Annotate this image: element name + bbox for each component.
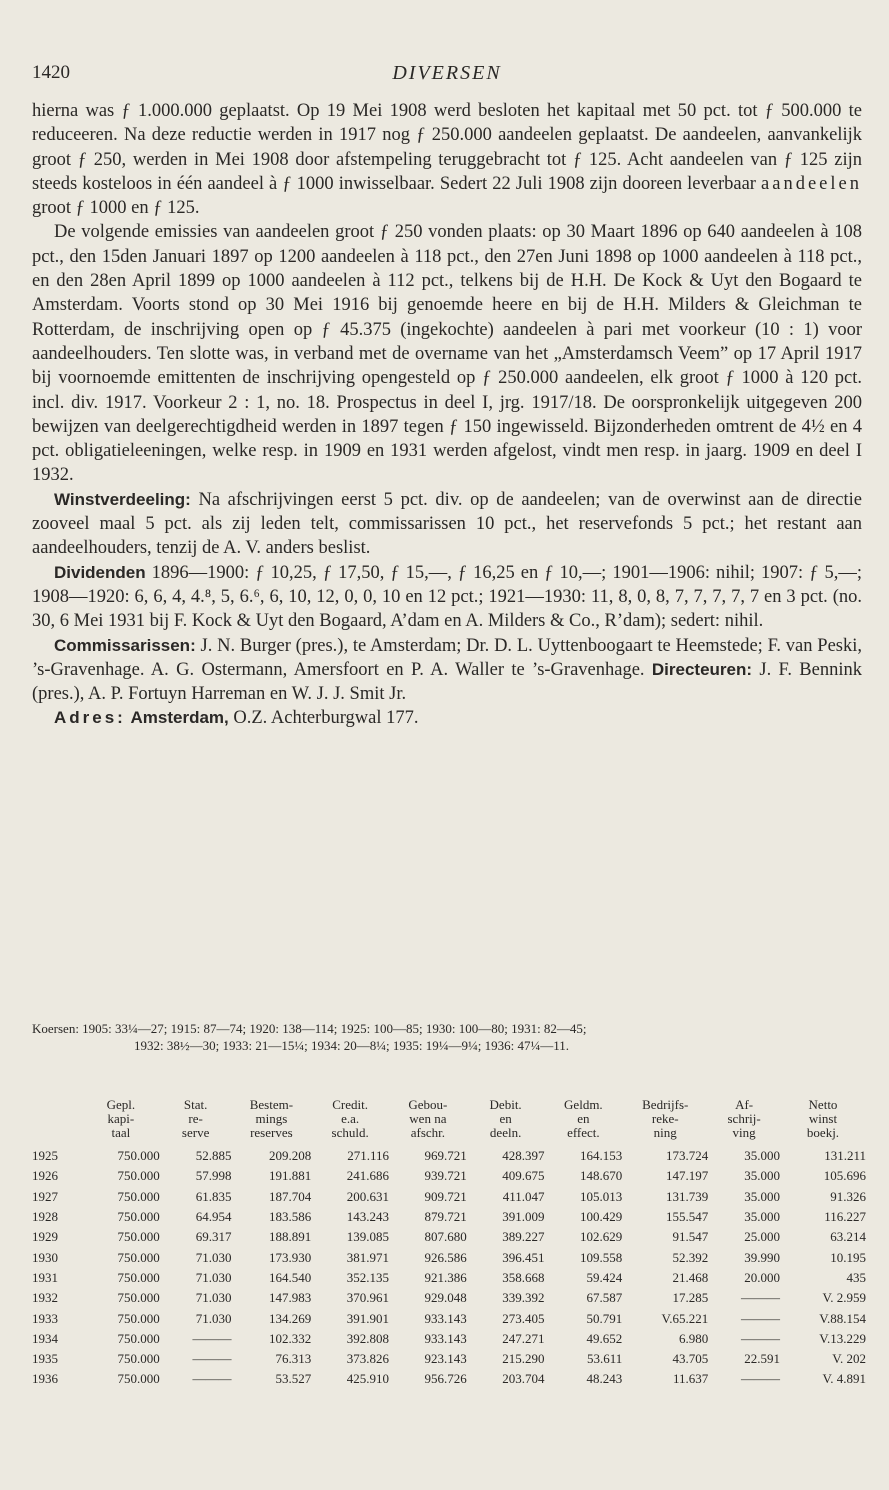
table-cell: 183.586 <box>269 1209 312 1225</box>
table-cell: 392.808 <box>346 1330 389 1346</box>
table-cell: 241.686 <box>346 1168 389 1184</box>
bold-label: Winstverdeeling: <box>54 489 191 509</box>
year-cell: 1926 <box>32 1168 58 1184</box>
table-cell: V. 202 <box>832 1351 866 1367</box>
table-cell: 131.211 <box>824 1148 866 1164</box>
table-cell: 71.030 <box>195 1269 232 1285</box>
table-cell: 409.675 <box>502 1168 545 1184</box>
table-cell: 143.243 <box>346 1209 389 1225</box>
table-cell: 35.000 <box>744 1148 780 1164</box>
table-cell: 102.629 <box>580 1229 623 1245</box>
table-cell: 69.317 <box>195 1229 232 1245</box>
table-cell: 35.000 <box>744 1209 780 1225</box>
table-cell: 923.143 <box>424 1351 467 1367</box>
bold-label: Directeuren: <box>651 659 753 679</box>
column-header: Bestem- mings reserves <box>249 1097 294 1140</box>
table-cell: 63.214 <box>830 1229 866 1245</box>
table-cell: 52.885 <box>195 1148 232 1164</box>
table-cell: 750.000 <box>117 1330 160 1346</box>
table-cell: 273.405 <box>502 1310 545 1326</box>
bold-label: Amsterdam, <box>130 708 229 728</box>
table-cell: 17.285 <box>672 1290 709 1306</box>
table-cell: 750.000 <box>117 1269 160 1285</box>
running-head: DIVERSEN <box>392 62 502 84</box>
column-header: Geldm. en effect. <box>564 1097 603 1140</box>
table-cell: 35.000 <box>744 1168 780 1184</box>
table-cell: 105.696 <box>823 1168 866 1184</box>
year-cell: 1933 <box>32 1310 58 1326</box>
table-row <box>32 1146 866 1166</box>
table-cell: V. 2.959 <box>822 1290 866 1306</box>
table-cell: 188.891 <box>269 1229 312 1245</box>
table-row <box>32 1187 866 1207</box>
table-cell: ——— <box>192 1330 232 1346</box>
table-cell: 53.611 <box>586 1351 623 1367</box>
paragraph <box>32 488 862 561</box>
table-cell: 147.983 <box>269 1290 312 1306</box>
table-cell: 750.000 <box>117 1229 160 1245</box>
table-cell: 750.000 <box>117 1148 160 1164</box>
table-cell: ——— <box>192 1371 232 1387</box>
table-cell: 20.000 <box>744 1269 780 1285</box>
table-cell: 807.680 <box>424 1229 467 1245</box>
table-header-row <box>32 1098 866 1146</box>
paragraph <box>32 634 862 707</box>
text-run: De volgende emissies van aandeelen groot ƒ 250 vonden plaats: op 30 Maart 1896 op 640 aandeelen à 108 pct., den 15den Januari 1897 op 1200 aandeelen à 118 pct., den 27en Juni 1898 op 1000 aandeelen à 118 pct., en den 28en April 1899 op 1000 aandeelen à 112 pct., telkens bij de H.H. De Kock & Uyt den Bogaard te Amsterdam. Voorts stond op 30 Mei 1916 bij genoemde heere en bij de H.H. Milders & Gleichman te Rotterdam, de inschrijving open op ƒ 45.375 (ingekochte) aandeelen à pari met voorkeur (10 : 1) voor aandeelhouders. Ten slotte was, in verband met de overname van het „Amsterdamsch Veem” op 17 April 1917 bij voornoemde emittenten de inschrijving opengesteld op ƒ 250.000 aandeelen, elk groot ƒ 1000 à 120 pct. incl. div. 1917. Voorkeur 2 : 1, no. 18. Prospectus in deel I, jrg. 1917/18. De oorspronkelijk uitgegeven 200 bewijzen van deelgerechtigdheid werden in 1897 tegen ƒ 150 ingewisseld. Bijzonderheden omtrent de 4½ en 4 pct. obligatieleeningen, welke resp. in 1909 en 1931 werden afgelost, vindt men resp. in jaarg. 1909 en deel I 1932. <box>32 222 862 486</box>
paragraph <box>32 99 862 220</box>
year-cell: 1935 <box>32 1351 58 1367</box>
bold-label: Commissarissen: <box>54 635 196 655</box>
table-cell: 61.835 <box>195 1188 232 1204</box>
paragraph <box>32 220 862 487</box>
table-cell: 64.954 <box>195 1209 232 1225</box>
table-cell: 49.652 <box>586 1330 623 1346</box>
year-cell: 1929 <box>32 1229 58 1245</box>
column-header: Netto winst boekj. <box>806 1097 840 1140</box>
table-cell: 67.587 <box>586 1290 623 1306</box>
column-header: Gebou- wen na afschr. <box>408 1097 448 1140</box>
table-cell: 76.313 <box>275 1351 312 1367</box>
table-cell: 147.197 <box>665 1168 709 1184</box>
financial-table <box>32 1098 866 1390</box>
koersen-line: Koersen: 1905: 33¼—27; 1915: 87—74; 1920: 138—114; 1925: 100—85; 1930: 100—80; 1931: 82—45; <box>32 1021 587 1036</box>
year-cell: 1932 <box>32 1290 58 1306</box>
table-cell: 52.392 <box>672 1249 709 1265</box>
table-row <box>32 1268 866 1288</box>
table-cell: 370.961 <box>346 1290 389 1306</box>
table-cell: 187.704 <box>269 1188 312 1204</box>
table-cell: 750.000 <box>117 1290 160 1306</box>
table-row <box>32 1288 866 1308</box>
paragraph <box>32 561 862 634</box>
table-cell: 6.980 <box>678 1330 709 1346</box>
table-cell: ——— <box>740 1290 780 1306</box>
table-cell: 933.143 <box>424 1330 467 1346</box>
table-cell: 203.704 <box>502 1371 545 1387</box>
page-number: 1420 <box>32 62 70 83</box>
table-cell: 926.586 <box>424 1249 467 1265</box>
table-cell: 933.143 <box>424 1310 467 1326</box>
table-cell: 139.085 <box>346 1229 389 1245</box>
table-cell: 909.721 <box>424 1188 467 1204</box>
table-cell: 929.048 <box>424 1290 467 1306</box>
table-cell: 215.290 <box>502 1351 545 1367</box>
table-cell: 109.558 <box>580 1249 623 1265</box>
text-run: 1896—1900: ƒ 10,25, ƒ 17,50, ƒ 15,—, ƒ 16,25 en ƒ 10,—; 1901—1906: nihil; 1907: ƒ 5,—; 1908—1920: 6, 6, 4, 4.⁸, 5, 6.⁶, 6, 10, 12, 0, 0, 10 en 12 pct.; 1921—1930: 11, 8, 0, 8, 7, 7, 7, 7, 7 en 3 pct. (no. 30, 6 Mei 1931 bij F. Kock & Uyt den Bogaard, A’dam en A. Milders & Co., R’dam); sedert: nihil. <box>32 562 862 632</box>
table-cell: 22.591 <box>744 1351 780 1367</box>
table-row <box>32 1207 866 1227</box>
table-cell: 271.116 <box>347 1148 389 1164</box>
column-header <box>32 1098 82 1146</box>
table-cell: 39.990 <box>744 1249 780 1265</box>
table-cell: 956.726 <box>424 1371 467 1387</box>
year-cell: 1936 <box>32 1371 58 1387</box>
bold-label: Adres: <box>54 708 126 728</box>
table-row <box>32 1227 866 1247</box>
text-run: O.Z. Achterburgwal 177. <box>228 708 419 729</box>
table-cell: ——— <box>192 1351 232 1367</box>
paragraph <box>32 706 862 730</box>
year-cell: 1934 <box>32 1330 58 1346</box>
table-cell: 11.637 <box>672 1371 709 1387</box>
table-cell: 750.000 <box>117 1371 160 1387</box>
table-cell: 59.424 <box>586 1269 623 1285</box>
column-header: Bedrijfs- reke- ning <box>642 1097 689 1140</box>
year-cell: 1927 <box>32 1188 58 1204</box>
table-cell: 105.013 <box>580 1188 623 1204</box>
table-row <box>32 1247 866 1267</box>
table-cell: 750.000 <box>117 1351 160 1367</box>
koersen-block <box>32 1020 862 1054</box>
body-text <box>32 99 862 731</box>
table-cell: V.13.229 <box>819 1330 866 1346</box>
page-header <box>32 62 862 88</box>
table-cell: 396.451 <box>502 1249 545 1265</box>
table-cell: 25.000 <box>744 1229 780 1245</box>
table-cell: 50.791 <box>586 1310 623 1326</box>
text-run: J. N. Burger (pres.), te Amsterdam; Dr. D. L. Uyttenboogaart te Heemstede; F. van Peski, ’s-Gravenhage. A. G. Ostermann, Amersfoort en P. A. Waller te ’s-Gravenhage. <box>32 635 862 680</box>
text-run: groot ƒ 1000 en ƒ 125. <box>32 198 200 219</box>
table-cell: ——— <box>740 1310 780 1326</box>
table-row <box>32 1166 866 1186</box>
table-row <box>32 1369 866 1389</box>
text-run: hierna was ƒ 1.000.000 geplaatst. Op 19 Mei 1908 werd besloten het kapitaal met 50 pct. tot ƒ 500.000 te reduceeren. Na deze reductie werden in 1917 nog ƒ 250.000 aandeelen geplaatst. De aandeelen, aanvankelijk groot ƒ 250, werden in Mei 1908 door afstempeling teruggebracht tot ƒ 125. Acht aandeelen van ƒ 125 zijn steeds kosteloos in één aandeel à ƒ 1000 inwisselbaar. Sedert 22 Juli 1908 zijn dooreen leverbaar <box>32 101 862 194</box>
table-cell: 10.195 <box>830 1249 866 1265</box>
column-header: Af- schrij- ving <box>727 1097 761 1140</box>
table-cell: 339.392 <box>502 1290 545 1306</box>
table-body <box>32 1146 866 1390</box>
text-run: J. F. Bennink (pres.), A. P. Fortuyn Harreman en W. J. J. Smit Jr. <box>32 659 862 705</box>
table-cell: 389.227 <box>502 1229 545 1245</box>
column-header: Gepl. kapi- taal <box>106 1097 136 1140</box>
table-cell: 352.135 <box>346 1269 389 1285</box>
table-cell: 750.000 <box>117 1188 160 1204</box>
table-cell: ——— <box>740 1371 780 1387</box>
table-cell: 373.826 <box>346 1351 389 1367</box>
table-cell: 102.332 <box>269 1330 312 1346</box>
table-cell: 879.721 <box>424 1209 467 1225</box>
table-cell: 358.668 <box>502 1269 545 1285</box>
table-row <box>32 1329 866 1349</box>
table-cell: 71.030 <box>195 1249 232 1265</box>
bold-label: Dividenden <box>54 562 146 582</box>
table-cell: V.65.221 <box>661 1310 709 1326</box>
column-header: Debit. en deeln. <box>489 1097 522 1140</box>
table-cell: 173.724 <box>665 1148 709 1164</box>
koersen-line: 1932: 38½—30; 1933: 21—15¼; 1934: 20—8¼; 1935: 19¼—9¼; 1936: 47¼—11. <box>134 1038 570 1053</box>
table-cell: 116.227 <box>824 1209 866 1225</box>
table-cell: 921.386 <box>424 1269 467 1285</box>
table-cell: 148.670 <box>580 1168 623 1184</box>
table-cell: 71.030 <box>195 1290 232 1306</box>
year-cell: 1931 <box>32 1269 58 1285</box>
table-cell: 191.881 <box>269 1168 312 1184</box>
table-cell: ——— <box>740 1330 780 1346</box>
table-cell: V. 4.891 <box>822 1371 866 1387</box>
table-cell: 391.009 <box>502 1209 545 1225</box>
table-cell: 43.705 <box>672 1351 709 1367</box>
table-cell: 71.030 <box>195 1310 232 1326</box>
table-cell: 164.153 <box>580 1148 623 1164</box>
column-header: Credit. e.a. schuld. <box>331 1097 369 1140</box>
table-cell: 173.930 <box>269 1249 312 1265</box>
table-cell: V.88.154 <box>819 1310 866 1326</box>
year-cell: 1930 <box>32 1249 58 1265</box>
table-cell: 428.397 <box>502 1148 545 1164</box>
column-header: Stat. re- serve <box>181 1097 210 1140</box>
table-cell: 91.326 <box>830 1188 866 1204</box>
table-cell: 969.721 <box>424 1148 467 1164</box>
table-cell: 411.047 <box>502 1188 545 1204</box>
table-cell: 57.998 <box>195 1168 232 1184</box>
table-cell: 53.527 <box>275 1371 312 1387</box>
table-cell: 131.739 <box>665 1188 709 1204</box>
table-cell: 21.468 <box>672 1269 709 1285</box>
table-cell: 155.547 <box>665 1209 709 1225</box>
table-cell: 91.547 <box>672 1229 709 1245</box>
table-cell: 939.721 <box>424 1168 467 1184</box>
table-cell: 425.910 <box>346 1371 389 1387</box>
table-cell: 750.000 <box>117 1209 160 1225</box>
year-cell: 1928 <box>32 1209 58 1225</box>
table-cell: 134.269 <box>269 1310 312 1326</box>
table-cell: 209.208 <box>269 1148 312 1164</box>
table-row <box>32 1349 866 1369</box>
table-cell: 100.429 <box>580 1209 623 1225</box>
table-cell: 381.971 <box>346 1249 389 1265</box>
table-cell: 750.000 <box>117 1249 160 1265</box>
table-cell: 247.271 <box>502 1330 545 1346</box>
table-cell: 750.000 <box>117 1310 160 1326</box>
year-cell: 1925 <box>32 1148 58 1164</box>
text-run: Na afschrijvingen eerst 5 pct. div. op de aandeelen; van de overwinst aan de directie zooveel maal 5 pct. als zij leden telt, commissarissen 10 pct., het reservefonds 5 pct.; het restant aan aandeelhouders, tenzij de A. V. anders beslist. <box>32 489 862 559</box>
table-cell: 48.243 <box>586 1371 623 1387</box>
table-cell: 750.000 <box>117 1168 160 1184</box>
table-cell: 435 <box>846 1269 866 1285</box>
table-cell: 35.000 <box>744 1188 780 1204</box>
table-row <box>32 1308 866 1328</box>
table-cell: 164.540 <box>269 1269 312 1285</box>
bold-label: aandeelen <box>761 173 862 194</box>
table-cell: 200.631 <box>346 1188 389 1204</box>
table-cell: 391.901 <box>346 1310 389 1326</box>
